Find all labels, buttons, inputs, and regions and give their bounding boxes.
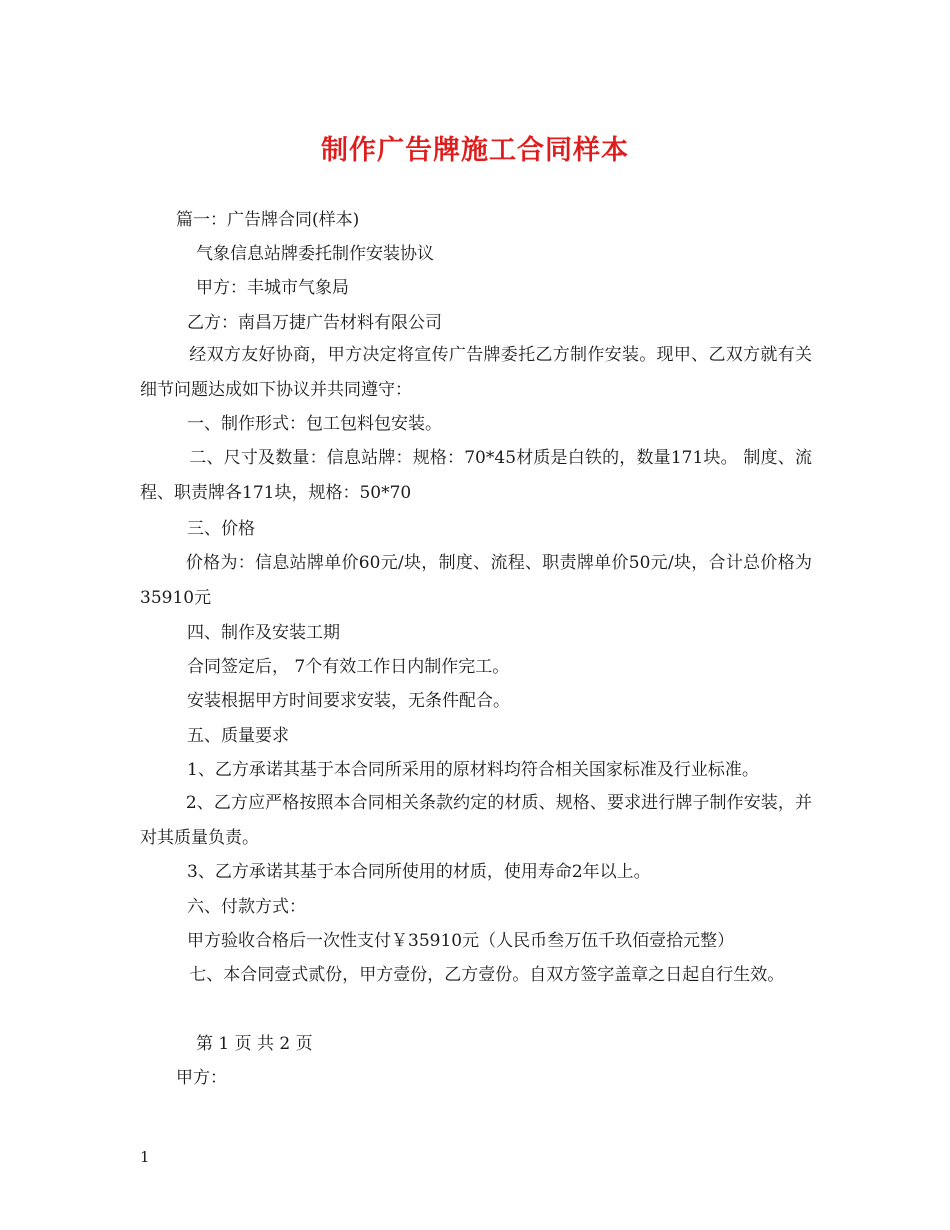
clause-4-line-1: 合同签定后， 7个有效工作日内制作完工。 xyxy=(187,657,510,677)
section-label: 篇一：广告牌合同(样本) xyxy=(176,210,360,230)
clause-3-heading: 三、价格 xyxy=(187,519,255,539)
clause-4-line-2: 安装根据甲方时间要求安装，无条件配合。 xyxy=(187,691,510,711)
clause-5-heading: 五、质量要求 xyxy=(187,726,289,746)
clause-7: 七、本合同壹式贰份，甲方壹份，乙方壹份。自双方签字盖章之日起自行生效。 xyxy=(189,965,785,985)
page-info: 第 1 页 共 2 页 xyxy=(196,1034,313,1054)
clause-5-item-2: 2、乙方应严格按照本合同相关条款约定的材质、规格、要求进行牌子制作安装，并对其质量负责。 xyxy=(140,793,812,848)
clause-2: 二、尺寸及数量：信息站牌：规格：70*45材质是白铁的，数量171块。 制度、流程、职责牌各171块，规格：50*70 xyxy=(140,448,812,503)
page-number: 1 xyxy=(140,1148,150,1166)
clause-4-heading: 四、制作及安装工期 xyxy=(187,623,340,643)
party-b: 乙方：南昌万捷广告材料有限公司 xyxy=(187,313,442,333)
signature-party-a: 甲方： xyxy=(176,1068,227,1088)
party-a: 甲方：丰城市气象局 xyxy=(196,278,349,298)
clause-5-item-1: 1、乙方承诺其基于本合同所采用的原材料均符合相关国家标准及行业标准。 xyxy=(187,760,759,780)
clause-3-body: 价格为：信息站牌单价60元/块，制度、流程、职责牌单价50元/块，合计总价格为35910元 xyxy=(140,553,812,608)
intro-paragraph: 经双方友好协商，甲方决定将宣传广告牌委托乙方制作安装。现甲、乙双方就有关细节问题达成如下协议并共同遵守： xyxy=(140,345,812,400)
clause-1: 一、制作形式：包工包料包安装。 xyxy=(187,414,442,434)
clause-6-body: 甲方验收合格后一次性支付￥35910元（人民币叁万伍千玖佰壹拾元整） xyxy=(187,931,735,951)
clause-5-item-3: 3、乙方承诺其基于本合同所使用的材质，使用寿命2年以上。 xyxy=(187,862,651,882)
clause-6-heading: 六、付款方式： xyxy=(187,897,306,917)
document-title: 制作广告牌施工合同样本 xyxy=(321,135,629,166)
agreement-name: 气象信息站牌委托制作安装协议 xyxy=(196,244,434,264)
